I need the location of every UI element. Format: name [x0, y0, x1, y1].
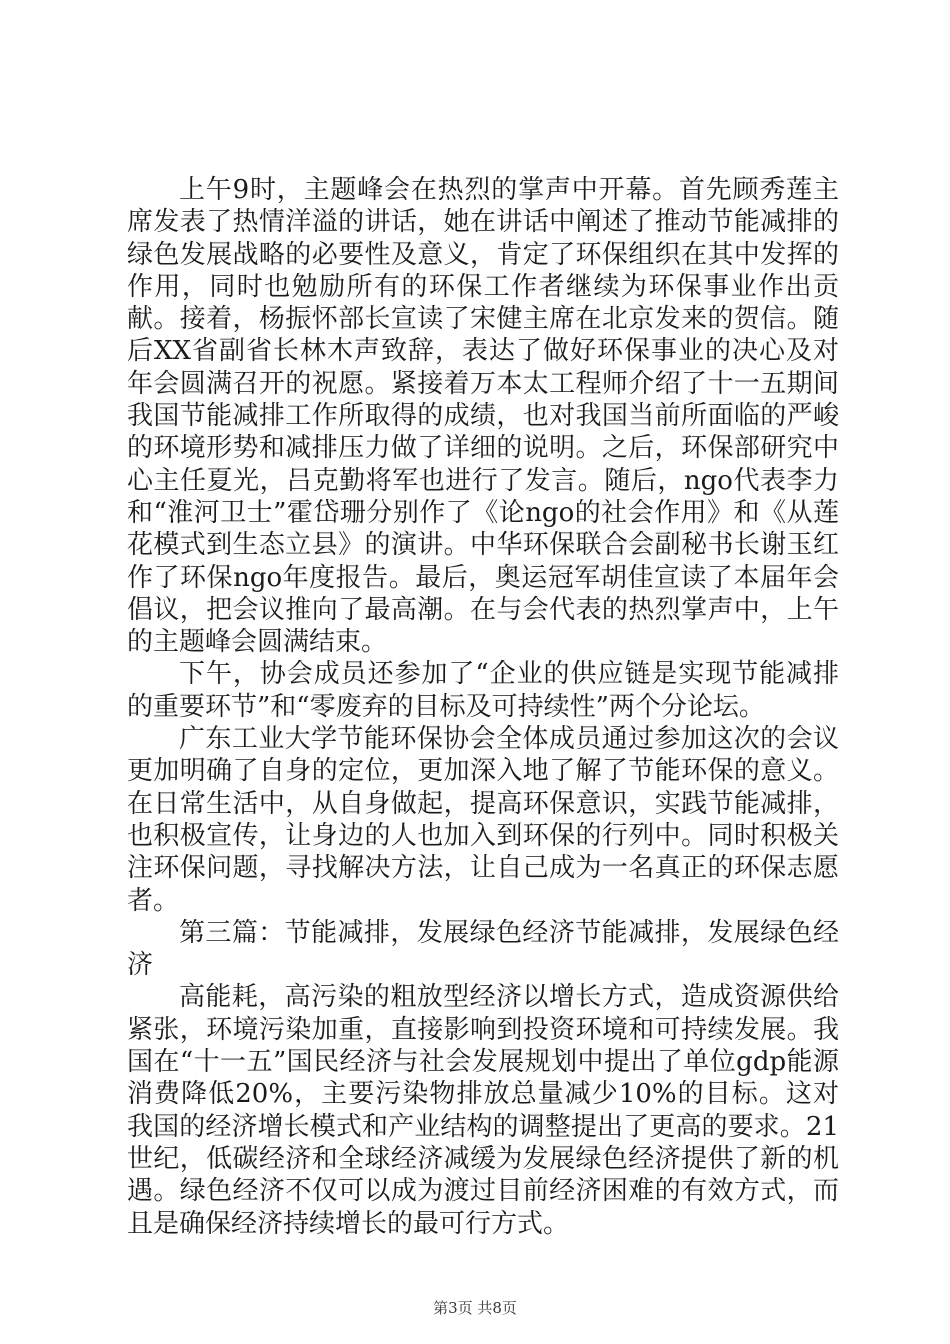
page-number-footer: 第3页 共8页	[433, 1299, 517, 1317]
paragraph-afternoon-forums: 下午，协会成员还参加了“企业的供应链是实现节能减排的重要环节”和“零废弃的目标及可持续性”两个分论坛。	[127, 659, 839, 722]
paragraph-association-reflection: 广东工业大学节能环保协会全体成员通过参加这次的会议更加明确了自身的定位，更加深入地了解了节能环保的意义。在日常生活中，从自身做起，提高环保意识，实践节能减排，也积极宣传，让身边的人也加入到环保的行列中。同时积极关注环保问题，寻找解决方法，让自己成为一名真正的环保志愿者。	[127, 724, 839, 916]
paragraph-green-economy: 高能耗，高污染的粗放型经济以增长方式，造成资源供给紧张，环境污染加重，直接影响到投资环境和可持续发展。我国在“十一五”国民经济与社会发展规划中提出了单位gdp能源消费降低20%，主要污染物排放总量减少10%的目标。这对我国的经济增长模式和产业结构的调整提出了更高的要求。21世纪，低碳经济和全球经济减缓为发展绿色经济提供了新的机遇。绿色经济不仅可以成为渡过目前经济困难的有效方式，而且是确保经济持续增长的最可行方式。	[127, 982, 839, 1239]
section-heading-part-three: 第三篇：节能减排，发展绿色经济节能减排，发展绿色经济	[127, 917, 839, 981]
paragraph-summit-opening: 上午9时，主题峰会在热烈的掌声中开幕。首先顾秀莲主席发表了热情洋溢的讲话，她在讲话中阐述了推动节能减排的绿色发展战略的必要性及意义，肯定了环保组织在其中发挥的作用，同时也勉励所有的环保工作者继续为环保事业作出贡献。接着，杨振怀部长宣读了宋健主席在北京发来的贺信。随后XX省副省长林木声致辞，表达了做好环保事业的决心及对年会圆满召开的祝愿。紧接着万本太工程师介绍了十一五期间我国节能减排工作所取得的成绩，也对我国当前所面临的严峻的环境形势和减排压力做了详细的说明。之后，环保部研究中心主任夏光，吕克勤将军也进行了发言。随后，ngo代表李力和“淮河卫士”霍岱珊分别作了《论ngo的社会作用》和《从莲花模式到生态立县》的演讲。中华环保联合会副秘书长谢玉红作了环保ngo年度报告。最后，奥运冠军胡佳宣读了本届年会倡议，把会议推向了最高潮。在与会代表的热烈掌声中，上午的主题峰会圆满结束。	[127, 175, 839, 658]
document-body	[127, 174, 839, 1240]
